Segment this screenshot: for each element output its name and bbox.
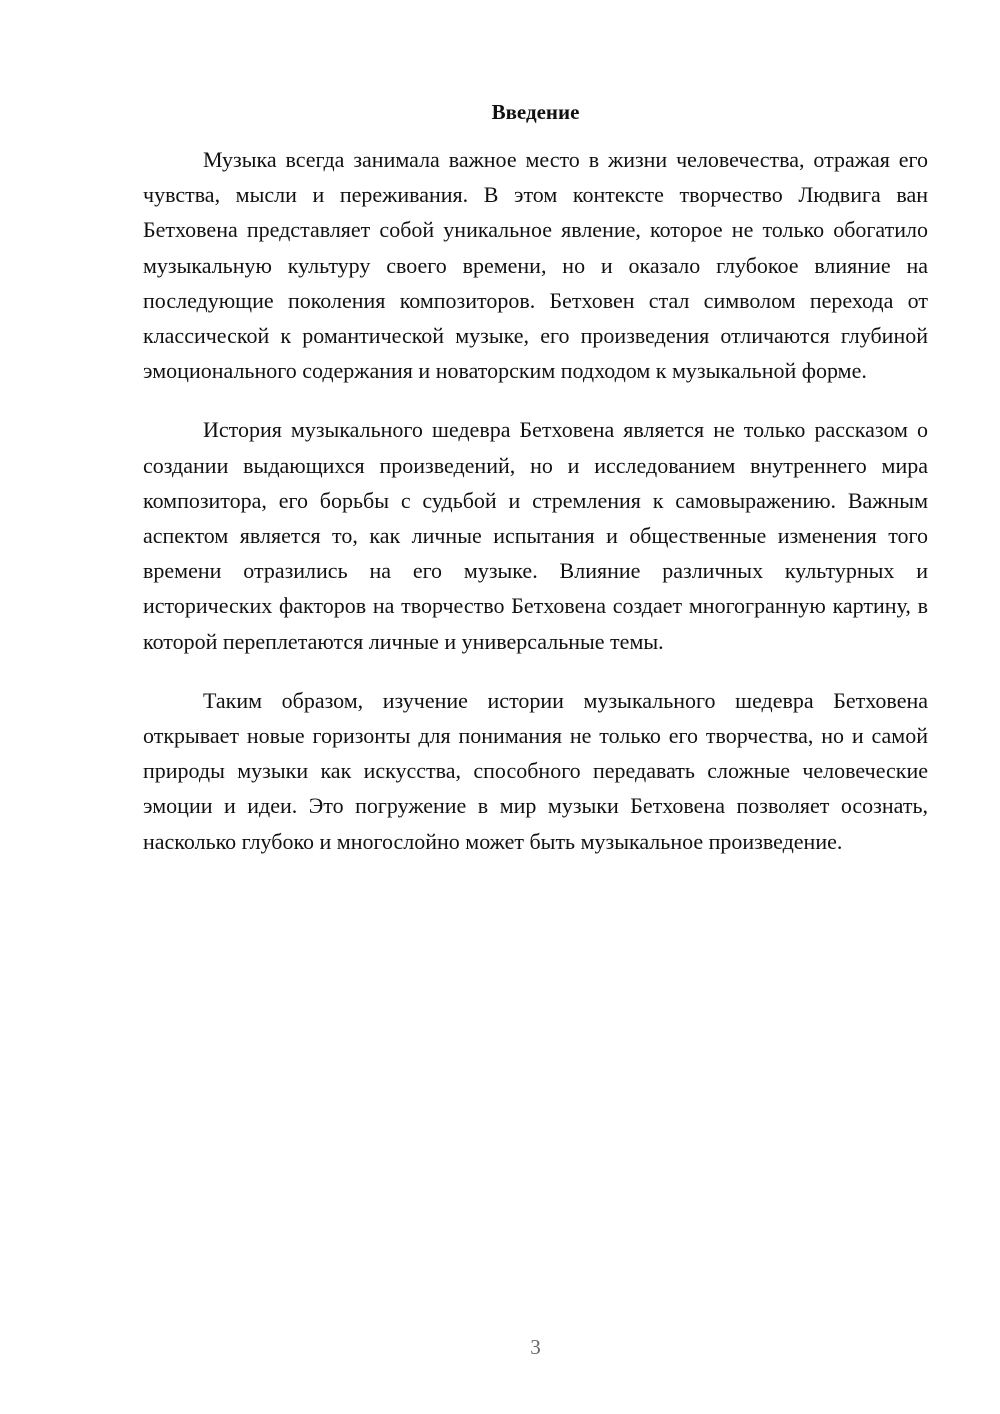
paragraph-2: История музыкального шедевра Бетховена является не только рассказом о создании выдающихся произведений, но и исследованием внутреннего мира композитора, его борьбы с судьбой и стремления к самовыражению. Важным аспектом является то, как личные испытания и общественные изменения того времени отразились на его музыке. Влияние различных культурных и исторических факторов на творчество Бетховена создает многогранную картину, в которой переплетаются личные и универсальные темы.	[143, 417, 928, 654]
page-number: 3	[530, 1335, 541, 1359]
body-text	[143, 142, 928, 883]
paragraph-1: Музыка всегда занимала важное место в жизни человечества, отражая его чувства, мысли и переживания. В этом контексте творчество Людвига ван Бетховена представляет собой уникальное явление, которое не только обогатило музыкальную культуру своего времени, но и оказало глубокое влияние на последующие поколения композиторов. Бетховен стал символом перехода от классической к романтической музыке, его произведения отличаются глубиной эмоционального содержания и новаторским подходом к музыкальной форме.	[143, 147, 928, 384]
paragraph-3: Таким образом, изучение истории музыкального шедевра Бетховена открывает новые горизонты для понимания не только его творчества, но и самой природы музыки как искусства, способного передавать сложные человеческие эмоции и идеи. Это погружение в мир музыки Бетховена позволяет осознать, насколько глубоко и многослойно может быть музыкальное произведение.	[143, 687, 928, 854]
section-heading: Введение	[491, 100, 580, 124]
